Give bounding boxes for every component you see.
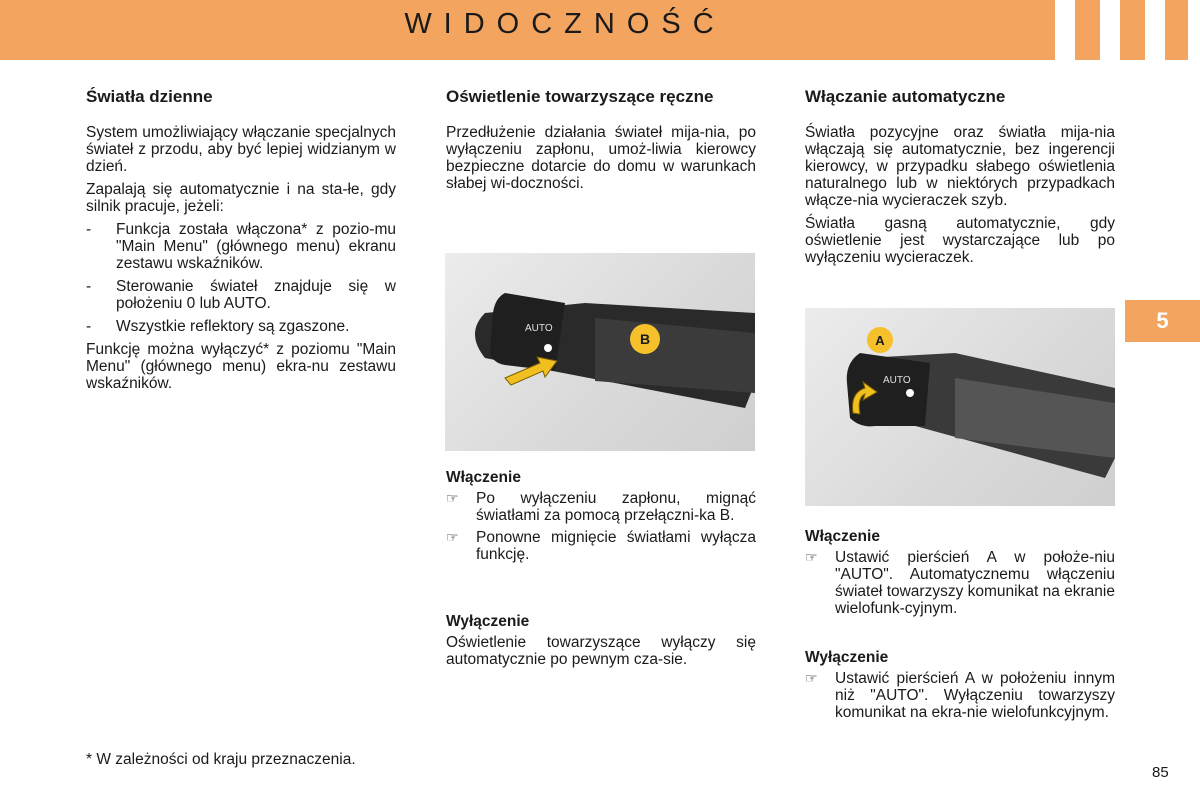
section-title: Włączanie automatyczne — [805, 87, 1006, 106]
section-off-a — [805, 649, 1115, 726]
list-item-text: Ponowne mignięcie światłami wyłącza funkcję. — [476, 529, 756, 563]
paragraph: System umożliwiający włączanie specjalnych świateł z przodu, aby być lepiej widzianym w dzień. — [86, 124, 396, 175]
pointing-hand-icon: ☞ — [805, 549, 818, 565]
subsection-title: Włączenie — [805, 528, 880, 545]
list-item — [446, 529, 756, 563]
label-badge-b: B — [639, 331, 651, 347]
pointing-hand-icon: ☞ — [805, 670, 818, 686]
list-item — [446, 490, 756, 524]
list-item — [86, 278, 396, 312]
header-stripe — [1188, 0, 1200, 60]
section-title: Światła dzienne — [86, 87, 213, 106]
paragraph: Oświetlenie towarzyszące wyłączy się automatycznie po pewnym cza-sie. — [446, 634, 756, 668]
paragraph: Światła pozycyjne oraz światła mija-nia włączają się automatycznie, bez ingerencji kierowcy, w przypadku słabego oświetlenia naturalnego lub w niektórych przypadkach włącze-nia wycieraczek szyb. — [805, 124, 1115, 209]
stalk-photo-b — [445, 253, 755, 451]
subsection-title: Wyłączenie — [446, 613, 530, 630]
section-off-b — [446, 613, 756, 674]
list-item-text: Wszystkie reflektory są zgaszone. — [116, 318, 350, 335]
paragraph: Przedłużenie działania świateł mija-nia, po wyłączeniu zapłonu, umoż-liwia kierowcy bezpieczne dotarcie do domu w warunkach słabej wi-doczności. — [446, 124, 756, 192]
list-item-text: Sterowanie świateł znajduje się w położeniu 0 lub AUTO. — [116, 278, 396, 312]
column-daytime-lights — [86, 88, 396, 398]
section-on-b — [446, 469, 756, 568]
page-number: 85 — [1152, 764, 1169, 781]
subsection-title: Włączenie — [446, 469, 521, 486]
pointing-hand-icon: ☞ — [446, 490, 459, 506]
paragraph: Zapalają się automatycznie i na sta-łe, gdy silnik pracuje, jeżeli: — [86, 181, 396, 215]
list-item-text: Ustawić pierścień A w położe-niu "AUTO". Automatycznemu włączeniu świateł towarzyszy komunikat na ekranie wielofunk-cyjnym. — [835, 549, 1115, 617]
pointing-hand-icon: ☞ — [446, 529, 459, 545]
svg-text:AUTO: AUTO — [525, 323, 553, 334]
paragraph: Światła gasną automatycznie, gdy oświetlenie jest wystarczające lub po wyłączeniu wycieraczek. — [805, 215, 1115, 266]
section-on-a — [805, 528, 1115, 622]
stalk-photo-a — [805, 308, 1115, 506]
list-item — [805, 670, 1115, 721]
dash-marker: - — [86, 318, 92, 335]
header-stripe — [1145, 0, 1165, 60]
svg-text:AUTO: AUTO — [883, 375, 911, 386]
list-item — [86, 221, 396, 272]
list-item — [86, 318, 396, 335]
page-header — [0, 0, 1200, 60]
paragraph: Funkcję można wyłączyć* z poziomu "Main Menu" (głównego menu) ekra-nu zestawu wskaźników. — [86, 341, 396, 392]
column-follow-me-home — [446, 88, 756, 198]
list-item — [805, 549, 1115, 617]
chapter-tab: 5 — [1125, 300, 1200, 342]
list-item-text: Po wyłączeniu zapłonu, mignąć światłami za pomocą przełączni-ka B. — [476, 490, 756, 524]
list-item-text: Ustawić pierścień A w położeniu innym niż "AUTO". Wyłączeniu towarzyszy komunikat na ekra-nie wielofunkcyjnym. — [835, 670, 1115, 721]
subsection-title: Wyłączenie — [805, 649, 889, 666]
label-badge-a: A — [875, 333, 885, 348]
dash-marker: - — [86, 221, 92, 238]
list-item-text: Funkcja została włączona* z pozio-mu "Main Menu" (głównego menu) ekranu zestawu wskaźników. — [116, 221, 396, 272]
page-title: WIDOCZNOŚĆ — [404, 8, 726, 40]
dash-marker: - — [86, 278, 92, 295]
column-auto-lights — [805, 88, 1115, 272]
footnote: * W zależności od kraju przeznaczenia. — [86, 751, 356, 768]
section-title: Oświetlenie towarzyszące ręczne — [446, 87, 714, 106]
